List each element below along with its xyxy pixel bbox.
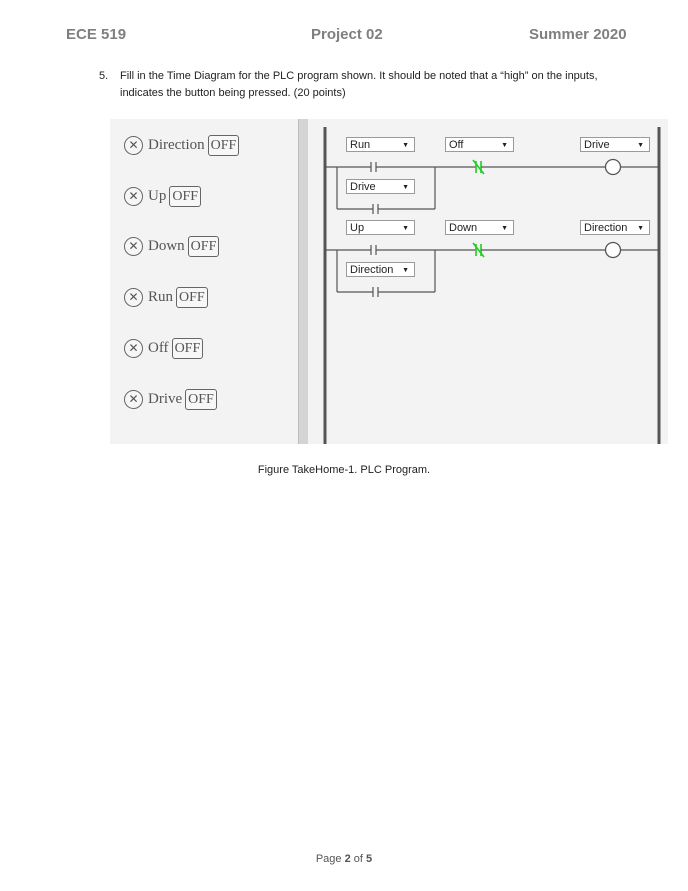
header-course: ECE 519 <box>66 26 127 43</box>
footer-prefix: Page <box>315 853 345 865</box>
rung1-branch-contact <box>373 204 378 214</box>
ladder-wiring <box>308 119 668 444</box>
select-value: Down <box>449 222 478 234</box>
select-value: Drive <box>584 139 610 151</box>
rung2-branch-select[interactable] <box>346 262 415 277</box>
dropdown-arrow-icon: ▼ <box>637 142 644 149</box>
input-row-run <box>124 285 208 309</box>
x-circle-icon[interactable]: ✕ <box>124 288 143 307</box>
rung1-contact-select[interactable] <box>346 137 415 152</box>
dropdown-arrow-icon: ▼ <box>402 184 409 191</box>
dropdown-arrow-icon: ▼ <box>402 267 409 274</box>
input-label: Off <box>148 339 169 356</box>
input-label: Drive <box>148 390 183 407</box>
dropdown-arrow-icon: ▼ <box>402 225 409 232</box>
x-circle-icon[interactable]: ✕ <box>124 237 143 256</box>
input-label: Up <box>148 187 167 204</box>
input-state-toggle[interactable]: OFF <box>176 287 208 308</box>
select-value: Direction <box>350 264 394 276</box>
dropdown-arrow-icon: ▼ <box>501 225 508 232</box>
select-value: Up <box>350 222 365 234</box>
rung2-coil <box>606 243 621 258</box>
dropdown-arrow-icon: ▼ <box>402 142 409 149</box>
input-state-toggle[interactable]: OFF <box>172 338 204 359</box>
input-label: Run <box>148 288 174 305</box>
rung1-coil <box>606 160 621 175</box>
rung2-contact-select[interactable] <box>346 220 415 235</box>
plc-figure <box>110 119 668 444</box>
rung2-nc-select[interactable] <box>445 220 514 235</box>
header-term: Summer 2020 <box>529 26 627 43</box>
x-circle-icon[interactable]: ✕ <box>124 136 143 155</box>
select-value: Run <box>350 139 371 151</box>
x-circle-icon[interactable]: ✕ <box>124 390 143 409</box>
input-row-direction <box>124 133 239 157</box>
footer-current-page: 2 <box>344 853 351 865</box>
select-value: Drive <box>350 181 376 193</box>
input-label: Down <box>148 237 185 254</box>
x-circle-icon[interactable]: ✕ <box>124 339 143 358</box>
input-state-toggle[interactable]: OFF <box>169 186 201 207</box>
input-row-drive <box>124 387 217 411</box>
input-state-toggle[interactable]: OFF <box>185 389 217 410</box>
rung2-coil-select[interactable] <box>580 220 650 235</box>
ladder-diagram <box>308 119 668 444</box>
header-project: Project 02 <box>311 26 383 43</box>
footer-total-pages: 5 <box>366 853 373 865</box>
page-footer <box>0 853 688 865</box>
rung2-no-contact <box>371 245 376 255</box>
x-circle-icon[interactable]: ✕ <box>124 187 143 206</box>
input-state-toggle[interactable]: OFF <box>208 135 240 156</box>
dropdown-arrow-icon: ▼ <box>501 142 508 149</box>
select-value: Off <box>449 139 464 151</box>
figure-caption: Figure TakeHome-1. PLC Program. <box>257 464 431 476</box>
question-text: Fill in the Time Diagram for the PLC program shown. It should be noted that a “high” on the inputs, indicates the button being pressed. (20 points) <box>120 70 598 99</box>
question-number: 5. <box>99 70 109 82</box>
dropdown-arrow-icon: ▼ <box>637 225 644 232</box>
input-row-up <box>124 184 201 208</box>
rung1-nc-select[interactable] <box>445 137 514 152</box>
inputs-panel <box>110 119 298 444</box>
rung2-branch-contact <box>373 287 378 297</box>
input-row-down <box>124 234 219 258</box>
rung1-no-contact <box>371 162 376 172</box>
select-value: Direction <box>584 222 628 234</box>
input-row-off <box>124 336 203 360</box>
input-label: Direction <box>148 136 205 153</box>
footer-middle: of <box>350 853 367 865</box>
rung1-coil-select[interactable] <box>580 137 650 152</box>
input-state-toggle[interactable]: OFF <box>188 236 220 257</box>
rung1-branch-select[interactable] <box>346 179 415 194</box>
